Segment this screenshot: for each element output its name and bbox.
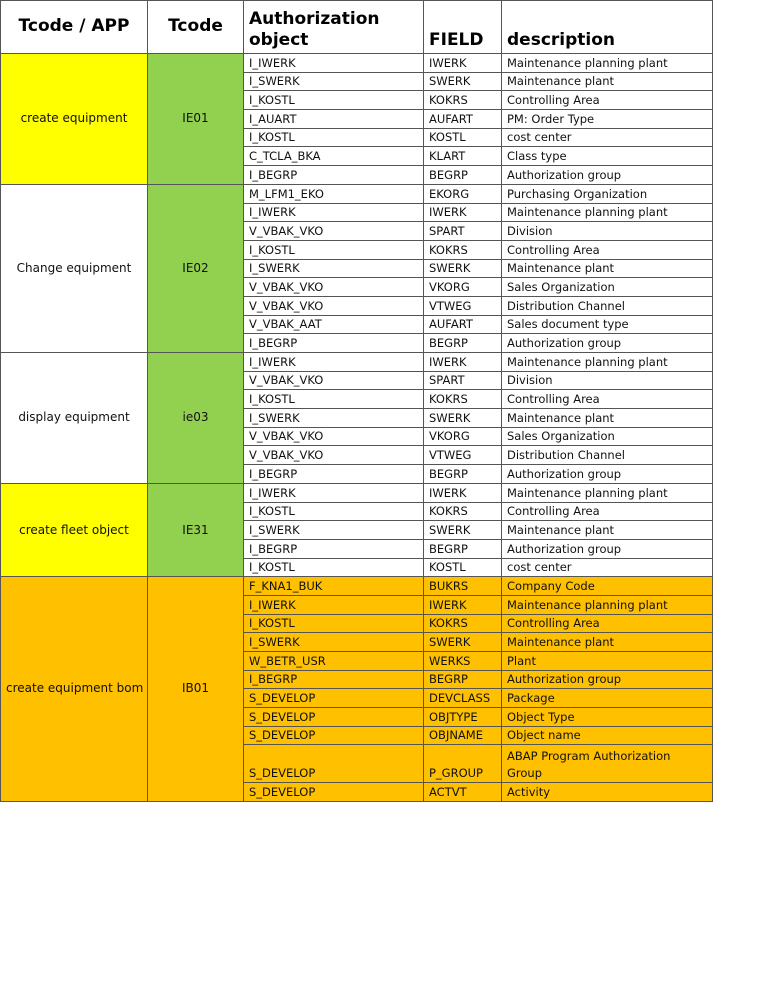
auth-object-cell: S_DEVELOP [244,689,424,708]
auth-object-cell: I_AUART [244,110,424,129]
auth-object-cell: I_IWERK [244,483,424,502]
group-app-name: Change equipment [1,184,148,352]
description-cell: Plant [502,652,713,671]
description-cell: Controlling Area [502,614,713,633]
auth-object-cell: V_VBAK_VKO [244,427,424,446]
description-cell: Maintenance planning plant [502,54,713,73]
description-cell: cost center [502,128,713,147]
field-cell: BUKRS [424,577,502,596]
description-cell: Maintenance plant [502,259,713,278]
auth-object-cell: I_KOSTL [244,502,424,521]
table-body [1,54,713,802]
header-field: FIELD [424,1,502,54]
header-description: description [502,1,713,54]
auth-object-cell: V_VBAK_VKO [244,278,424,297]
auth-object-cell: I_IWERK [244,353,424,372]
auth-object-cell: I_SWERK [244,409,424,428]
table-row [1,184,713,203]
field-cell: BEGRP [424,166,502,185]
description-cell: Authorization group [502,465,713,484]
description-cell: Activity [502,782,713,801]
group-app-name: create equipment bom [1,577,148,801]
auth-object-cell: I_KOSTL [244,558,424,577]
field-cell: IWERK [424,353,502,372]
field-cell: VKORG [424,427,502,446]
auth-object-cell: V_VBAK_AAT [244,315,424,334]
field-cell: SPART [424,371,502,390]
auth-object-cell: I_KOSTL [244,128,424,147]
auth-object-cell: V_VBAK_VKO [244,222,424,241]
description-cell: Maintenance planning plant [502,353,713,372]
field-cell: KOKRS [424,91,502,110]
description-cell: Class type [502,147,713,166]
auth-object-cell: S_DEVELOP [244,708,424,727]
description-cell: cost center [502,558,713,577]
field-cell: KOSTL [424,558,502,577]
description-cell: Controlling Area [502,91,713,110]
description-cell: Purchasing Organization [502,184,713,203]
field-cell: AUFART [424,110,502,129]
description-cell: Controlling Area [502,240,713,259]
field-cell: SWERK [424,409,502,428]
description-cell: Package [502,689,713,708]
header-tcode-app: Tcode / APP [1,1,148,54]
description-cell: Controlling Area [502,502,713,521]
auth-object-cell: I_IWERK [244,54,424,73]
auth-object-cell: I_KOSTL [244,390,424,409]
field-cell: VTWEG [424,296,502,315]
description-cell: Maintenance planning plant [502,483,713,502]
field-cell: KLART [424,147,502,166]
auth-object-cell: V_VBAK_VKO [244,371,424,390]
description-cell: Object Type [502,708,713,727]
auth-object-cell: I_SWERK [244,521,424,540]
auth-object-cell: I_KOSTL [244,240,424,259]
description-cell: Authorization group [502,539,713,558]
description-cell: Controlling Area [502,390,713,409]
field-cell: IWERK [424,203,502,222]
field-cell: BEGRP [424,334,502,353]
auth-object-cell: S_DEVELOP [244,726,424,745]
description-cell: Division [502,371,713,390]
auth-object-cell: I_SWERK [244,72,424,91]
field-cell: SWERK [424,72,502,91]
auth-object-cell: F_KNA1_BUK [244,577,424,596]
auth-object-cell: I_KOSTL [244,91,424,110]
field-cell: OBJNAME [424,726,502,745]
description-cell: Division [502,222,713,241]
field-cell: IWERK [424,595,502,614]
description-cell: Maintenance plant [502,72,713,91]
field-cell: AUFART [424,315,502,334]
field-cell: VKORG [424,278,502,297]
description-cell: Maintenance plant [502,409,713,428]
auth-object-cell: S_DEVELOP [244,782,424,801]
description-cell: Sales document type [502,315,713,334]
field-cell: KOKRS [424,390,502,409]
auth-object-cell: I_BEGRP [244,334,424,353]
field-cell: SPART [424,222,502,241]
auth-object-cell: I_IWERK [244,595,424,614]
field-cell: P_GROUP [424,745,502,782]
auth-object-cell: W_BETR_USR [244,652,424,671]
description-cell: Maintenance plant [502,633,713,652]
group-tcode: IE31 [148,483,244,576]
field-cell: EKORG [424,184,502,203]
field-cell: BEGRP [424,465,502,484]
group-app-name: display equipment [1,353,148,484]
field-cell: KOKRS [424,240,502,259]
description-cell: Authorization group [502,166,713,185]
description-cell: Maintenance planning plant [502,203,713,222]
table-row [1,577,713,596]
auth-object-cell: I_SWERK [244,633,424,652]
group-app-name: create equipment [1,54,148,185]
field-cell: KOKRS [424,502,502,521]
field-cell: SWERK [424,633,502,652]
auth-object-cell: I_BEGRP [244,166,424,185]
auth-object-cell: C_TCLA_BKA [244,147,424,166]
table-row [1,54,713,73]
field-cell: BEGRP [424,670,502,689]
header-tcode: Tcode [148,1,244,54]
group-tcode: ie03 [148,353,244,484]
description-cell: Sales Organization [502,278,713,297]
auth-object-cell: S_DEVELOP [244,745,424,782]
field-cell: SWERK [424,259,502,278]
table-row [1,353,713,372]
field-cell: VTWEG [424,446,502,465]
group-tcode: IE02 [148,184,244,352]
auth-object-cell: I_IWERK [244,203,424,222]
field-cell: DEVCLASS [424,689,502,708]
auth-object-cell: I_BEGRP [244,670,424,689]
group-tcode: IB01 [148,577,244,801]
field-cell: IWERK [424,54,502,73]
field-cell: OBJTYPE [424,708,502,727]
auth-object-cell: M_LFM1_EKO [244,184,424,203]
auth-object-cell: V_VBAK_VKO [244,296,424,315]
description-cell: Object name [502,726,713,745]
auth-object-cell: I_KOSTL [244,614,424,633]
field-cell: ACTVT [424,782,502,801]
field-cell: KOSTL [424,128,502,147]
field-cell: KOKRS [424,614,502,633]
group-app-name: create fleet object [1,483,148,576]
description-cell: Distribution Channel [502,446,713,465]
description-cell: Distribution Channel [502,296,713,315]
field-cell: WERKS [424,652,502,671]
field-cell: SWERK [424,521,502,540]
field-cell: IWERK [424,483,502,502]
table-row [1,483,713,502]
description-cell: Sales Organization [502,427,713,446]
description-cell: ABAP Program Authorization Group [502,745,713,782]
description-cell: Authorization group [502,670,713,689]
header-row [1,1,713,54]
description-cell: Maintenance plant [502,521,713,540]
description-cell: Maintenance planning plant [502,595,713,614]
auth-object-cell: I_BEGRP [244,465,424,484]
auth-object-cell: I_BEGRP [244,539,424,558]
header-authorization-object: Authorization object [244,1,424,54]
description-cell: PM: Order Type [502,110,713,129]
description-cell: Company Code [502,577,713,596]
field-cell: BEGRP [424,539,502,558]
group-tcode: IE01 [148,54,244,185]
auth-object-cell: I_SWERK [244,259,424,278]
auth-object-cell: V_VBAK_VKO [244,446,424,465]
description-cell: Authorization group [502,334,713,353]
